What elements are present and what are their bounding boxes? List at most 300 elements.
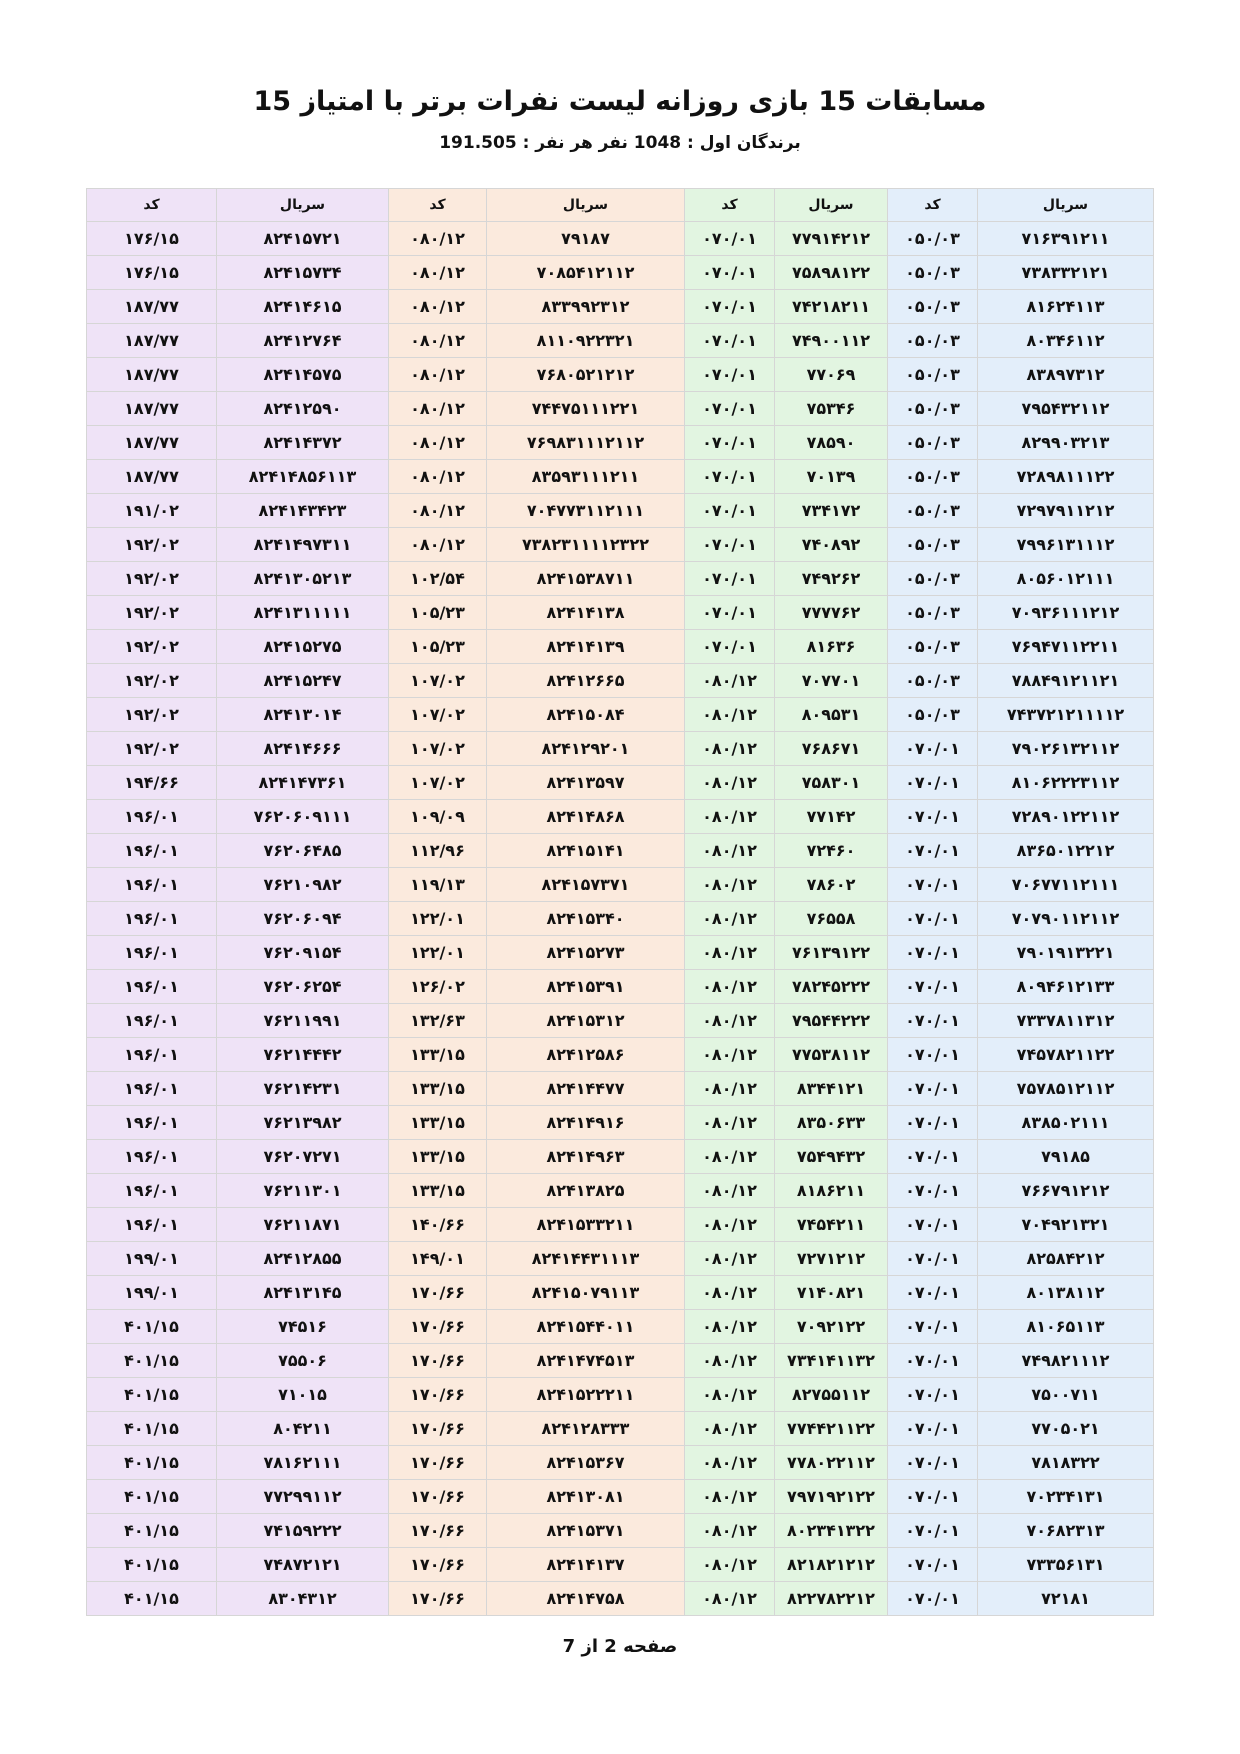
serial-cell: ۷۹۱۸۷ <box>487 222 685 256</box>
serial-cell: ۷۶۲۱۳۹۸۲ <box>217 1106 389 1140</box>
serial-cell: ۸۲۴۱۳۰۱۴ <box>217 698 389 732</box>
table-row <box>87 970 1154 1004</box>
serial-cell: ۷۴۹۲۶۲ <box>775 562 888 596</box>
serial-cell: ۸۲۴۱۲۵۸۶ <box>487 1038 685 1072</box>
code-cell: ۱۹۶/۰۱ <box>87 1072 217 1106</box>
column-header-serial: سریال <box>487 189 685 222</box>
code-cell: ۱۹۶/۰۱ <box>87 834 217 868</box>
code-cell: ۰۷۰/۰۱ <box>888 868 978 902</box>
code-cell: ۴۰۱/۱۵ <box>87 1446 217 1480</box>
table-row <box>87 1106 1154 1140</box>
serial-cell: ۷۲۸۹۰۱۲۲۱۱۲ <box>978 800 1154 834</box>
code-cell: ۰۷۰/۰۱ <box>888 1072 978 1106</box>
table-row <box>87 358 1154 392</box>
serial-cell: ۸۲۴۱۵۳۶۷ <box>487 1446 685 1480</box>
column-header-serial: سریال <box>775 189 888 222</box>
serial-cell: ۷۵۰۰۷۱۱ <box>978 1378 1154 1412</box>
serial-cell: ۷۹۰۲۶۱۳۲۱۱۲ <box>978 732 1154 766</box>
code-cell: ۰۸۰/۱۲ <box>685 664 775 698</box>
code-cell: ۱۷۰/۶۶ <box>389 1446 487 1480</box>
serial-cell: ۷۸۱۶۲۱۱۱ <box>217 1446 389 1480</box>
serial-cell: ۸۱۶۳۶ <box>775 630 888 664</box>
code-cell: ۱۹۹/۰۱ <box>87 1276 217 1310</box>
serial-cell: ۷۴۵۱۶ <box>217 1310 389 1344</box>
code-cell: ۰۸۰/۱۲ <box>389 494 487 528</box>
table-row <box>87 528 1154 562</box>
serial-cell: ۷۴۳۷۲۱۲۱۱۱۱۲ <box>978 698 1154 732</box>
serial-cell: ۸۰۹۵۳۱ <box>775 698 888 732</box>
page-subtitle: برندگان اول : 1048 نفر هر نفر : 191.505 <box>439 133 801 153</box>
serial-cell: ۷۵۳۴۶ <box>775 392 888 426</box>
serial-cell: ۸۰۳۴۶۱۱۲ <box>978 324 1154 358</box>
serial-cell: ۸۱۱۰۹۲۲۳۲۱ <box>487 324 685 358</box>
code-cell: ۰۷۰/۰۱ <box>888 936 978 970</box>
table-header-row <box>87 189 1154 222</box>
table-row <box>87 698 1154 732</box>
table-row <box>87 1276 1154 1310</box>
code-cell: ۴۰۱/۱۵ <box>87 1378 217 1412</box>
serial-cell: ۷۰۱۳۹ <box>775 460 888 494</box>
serial-cell: ۸۲۴۱۵۳۱۲ <box>487 1004 685 1038</box>
code-cell: ۱۷۰/۶۶ <box>389 1344 487 1378</box>
serial-cell: ۷۷۱۴۲ <box>775 800 888 834</box>
serial-cell: ۸۲۴۱۳۰۸۱ <box>487 1480 685 1514</box>
code-cell: ۱۸۷/۷۷ <box>87 358 217 392</box>
serial-cell: ۸۲۴۱۳۱۱۱۱۱ <box>217 596 389 630</box>
code-cell: ۱۹۶/۰۱ <box>87 1106 217 1140</box>
serial-cell: ۷۶۸۰۵۲۱۲۱۲ <box>487 358 685 392</box>
code-cell: ۰۷۰/۰۱ <box>888 1174 978 1208</box>
code-cell: ۰۵۰/۰۳ <box>888 698 978 732</box>
code-cell: ۰۸۰/۱۲ <box>685 1548 775 1582</box>
table-row <box>87 1038 1154 1072</box>
code-cell: ۱۹۶/۰۱ <box>87 1208 217 1242</box>
serial-cell: ۷۸۸۴۹۱۲۱۱۲۱ <box>978 664 1154 698</box>
code-cell: ۰۸۰/۱۲ <box>389 392 487 426</box>
serial-cell: ۷۶۹۸۳۱۱۱۲۱۱۲ <box>487 426 685 460</box>
code-cell: ۱۳۳/۱۵ <box>389 1038 487 1072</box>
table-row <box>87 1242 1154 1276</box>
serial-cell: ۸۳۸۵۰۲۱۱۱ <box>978 1106 1154 1140</box>
table-row <box>87 426 1154 460</box>
serial-cell: ۸۲۴۱۴۵۷۵ <box>217 358 389 392</box>
serial-cell: ۷۶۱۳۹۱۲۲ <box>775 936 888 970</box>
serial-cell: ۷۴۴۷۵۱۱۱۲۲۱ <box>487 392 685 426</box>
serial-cell: ۸۲۴۱۴۹۶۳ <box>487 1140 685 1174</box>
serial-cell: ۷۶۲۱۱۸۷۱ <box>217 1208 389 1242</box>
serial-cell: ۸۲۴۱۵۳۳۲۱۱ <box>487 1208 685 1242</box>
code-cell: ۰۸۰/۱۲ <box>685 868 775 902</box>
code-cell: ۰۸۰/۱۲ <box>685 1480 775 1514</box>
serial-cell: ۸۲۴۱۴۱۳۹ <box>487 630 685 664</box>
serial-cell: ۷۵۴۹۴۳۲ <box>775 1140 888 1174</box>
code-cell: ۰۸۰/۱۲ <box>685 1140 775 1174</box>
code-cell: ۱۹۶/۰۱ <box>87 800 217 834</box>
serial-cell: ۷۸۵۹۰ <box>775 426 888 460</box>
code-cell: ۱۹۶/۰۱ <box>87 970 217 1004</box>
code-cell: ۱۷۰/۶۶ <box>389 1378 487 1412</box>
code-cell: ۰۸۰/۱۲ <box>685 1242 775 1276</box>
serial-cell: ۷۸۱۸۳۲۲ <box>978 1446 1154 1480</box>
serial-cell: ۸۲۴۱۵۱۴۱ <box>487 834 685 868</box>
code-cell: ۰۷۰/۰۱ <box>685 358 775 392</box>
code-cell: ۰۸۰/۱۲ <box>389 222 487 256</box>
column-header-code: کد <box>888 189 978 222</box>
serial-cell: ۷۶۲۰۶۲۵۴ <box>217 970 389 1004</box>
serial-cell: ۸۲۲۷۸۲۲۱۲ <box>775 1582 888 1616</box>
serial-cell: ۷۰۹۳۶۱۱۱۲۱۲ <box>978 596 1154 630</box>
serial-cell: ۷۶۲۰۶۰۹۴ <box>217 902 389 936</box>
serial-cell: ۸۲۴۱۵۰۸۴ <box>487 698 685 732</box>
serial-cell: ۸۳۶۵۰۱۲۲۱۲ <box>978 834 1154 868</box>
code-cell: ۰۷۰/۰۱ <box>888 766 978 800</box>
code-cell: ۰۸۰/۱۲ <box>389 256 487 290</box>
code-cell: ۰۷۰/۰۱ <box>888 1344 978 1378</box>
serial-cell: ۷۳۸۳۳۲۱۲۱ <box>978 256 1154 290</box>
page-number: صفحه 2 از 7 <box>562 1636 678 1657</box>
serial-cell: ۷۷۰۵۰۲۱ <box>978 1412 1154 1446</box>
code-cell: ۱۹۶/۰۱ <box>87 1038 217 1072</box>
serial-cell: ۷۷۹۱۴۲۱۲ <box>775 222 888 256</box>
code-cell: ۱۹۲/۰۲ <box>87 528 217 562</box>
serial-cell: ۷۲۸۹۸۱۱۱۲۲ <box>978 460 1154 494</box>
code-cell: ۱۰۹/۰۹ <box>389 800 487 834</box>
serial-cell: ۷۲۷۱۲۱۲ <box>775 1242 888 1276</box>
code-cell: ۰۷۰/۰۱ <box>685 392 775 426</box>
serial-cell: ۸۲۴۱۴۷۵۸ <box>487 1582 685 1616</box>
code-cell: ۰۷۰/۰۱ <box>888 834 978 868</box>
serial-cell: ۷۰۶۸۲۳۱۳ <box>978 1514 1154 1548</box>
serial-cell: ۷۶۲۱۴۲۳۱ <box>217 1072 389 1106</box>
code-cell: ۰۸۰/۱۲ <box>685 1310 775 1344</box>
serial-cell: ۷۷۰۶۹ <box>775 358 888 392</box>
table-row <box>87 460 1154 494</box>
table-row <box>87 562 1154 596</box>
code-cell: ۰۷۰/۰۱ <box>888 1038 978 1072</box>
serial-cell: ۷۴۹۸۲۱۱۱۲ <box>978 1344 1154 1378</box>
serial-cell: ۸۲۴۱۴۷۳۶۱ <box>217 766 389 800</box>
code-cell: ۰۷۰/۰۱ <box>685 630 775 664</box>
code-cell: ۰۷۰/۰۱ <box>685 460 775 494</box>
code-cell: ۰۸۰/۱۲ <box>389 358 487 392</box>
column-header-code: کد <box>685 189 775 222</box>
serial-cell: ۷۳۸۲۳۱۱۱۱۲۳۲۲ <box>487 528 685 562</box>
code-cell: ۰۸۰/۱۲ <box>389 290 487 324</box>
serial-cell: ۷۸۶۰۲ <box>775 868 888 902</box>
code-cell: ۴۰۱/۱۵ <box>87 1412 217 1446</box>
code-cell: ۱۹۶/۰۱ <box>87 868 217 902</box>
code-cell: ۱۷۰/۶۶ <box>389 1276 487 1310</box>
code-cell: ۱۹۶/۰۱ <box>87 1174 217 1208</box>
serial-cell: ۸۲۴۱۴۴۳۱۱۱۳ <box>487 1242 685 1276</box>
column-header-code: کد <box>87 189 217 222</box>
serial-cell: ۷۵۷۸۵۱۲۱۱۲ <box>978 1072 1154 1106</box>
serial-cell: ۸۲۴۱۵۳۴۰ <box>487 902 685 936</box>
code-cell: ۰۷۰/۰۱ <box>888 1242 978 1276</box>
serial-cell: ۷۶۲۱۰۹۸۲ <box>217 868 389 902</box>
serial-cell: ۷۲۴۶۰ <box>775 834 888 868</box>
serial-cell: ۸۲۴۱۵۳۹۱ <box>487 970 685 1004</box>
serial-cell: ۷۲۹۷۹۱۱۲۱۲ <box>978 494 1154 528</box>
code-cell: ۰۸۰/۱۲ <box>685 1038 775 1072</box>
code-cell: ۰۷۰/۰۱ <box>888 1514 978 1548</box>
code-cell: ۱۸۷/۷۷ <box>87 324 217 358</box>
table-body <box>87 222 1154 1616</box>
code-cell: ۱۳۲/۶۳ <box>389 1004 487 1038</box>
code-cell: ۰۵۰/۰۳ <box>888 664 978 698</box>
code-cell: ۱۹۶/۰۱ <box>87 1004 217 1038</box>
code-cell: ۰۷۰/۰۱ <box>888 1310 978 1344</box>
serial-cell: ۸۰۵۶۰۱۲۱۱۱ <box>978 562 1154 596</box>
code-cell: ۰۵۰/۰۳ <box>888 630 978 664</box>
serial-cell: ۷۹۵۴۴۲۲۲ <box>775 1004 888 1038</box>
code-cell: ۱۱۹/۱۳ <box>389 868 487 902</box>
code-cell: ۰۸۰/۱۲ <box>685 766 775 800</box>
code-cell: ۰۸۰/۱۲ <box>685 698 775 732</box>
code-cell: ۰۸۰/۱۲ <box>389 324 487 358</box>
serial-cell: ۸۲۴۱۴۱۳۸ <box>487 596 685 630</box>
serial-cell: ۸۲۴۱۴۶۶۶ <box>217 732 389 766</box>
table-row <box>87 392 1154 426</box>
code-cell: ۴۰۱/۱۵ <box>87 1344 217 1378</box>
table-row <box>87 902 1154 936</box>
code-cell: ۰۵۰/۰۳ <box>888 562 978 596</box>
code-cell: ۰۷۰/۰۱ <box>888 1140 978 1174</box>
serial-cell: ۸۲۴۱۲۷۶۴ <box>217 324 389 358</box>
code-cell: ۰۸۰/۱۲ <box>389 460 487 494</box>
serial-cell: ۷۱۴۰۸۲۱ <box>775 1276 888 1310</box>
serial-cell: ۸۲۴۱۳۵۹۷ <box>487 766 685 800</box>
table-row <box>87 1480 1154 1514</box>
code-cell: ۱۲۲/۰۱ <box>389 936 487 970</box>
serial-cell: ۷۶۸۶۷۱ <box>775 732 888 766</box>
code-cell: ۰۸۰/۱۲ <box>685 1072 775 1106</box>
code-cell: ۰۷۰/۰۱ <box>685 324 775 358</box>
serial-cell: ۷۸۲۴۵۲۲۲ <box>775 970 888 1004</box>
serial-cell: ۸۲۴۱۴۳۷۲ <box>217 426 389 460</box>
code-cell: ۴۰۱/۱۵ <box>87 1582 217 1616</box>
serial-cell: ۸۱۰۶۲۲۲۳۱۱۲ <box>978 766 1154 800</box>
code-cell: ۴۰۱/۱۵ <box>87 1480 217 1514</box>
code-cell: ۰۸۰/۱۲ <box>389 528 487 562</box>
serial-cell: ۸۲۹۹۰۳۲۱۳ <box>978 426 1154 460</box>
serial-cell: ۷۶۹۴۷۱۱۲۲۱۱ <box>978 630 1154 664</box>
serial-cell: ۸۱۸۶۲۱۱ <box>775 1174 888 1208</box>
table-row <box>87 1072 1154 1106</box>
table-row <box>87 1548 1154 1582</box>
code-cell: ۱۴۹/۰۱ <box>389 1242 487 1276</box>
code-cell: ۰۸۰/۱۲ <box>389 426 487 460</box>
code-cell: ۰۷۰/۰۱ <box>888 800 978 834</box>
serial-cell: ۸۰۴۲۱۱ <box>217 1412 389 1446</box>
table-row <box>87 664 1154 698</box>
serial-cell: ۷۴۵۴۲۱۱ <box>775 1208 888 1242</box>
code-cell: ۱۳۳/۱۵ <box>389 1174 487 1208</box>
code-cell: ۰۵۰/۰۳ <box>888 596 978 630</box>
table-row <box>87 494 1154 528</box>
serial-cell: ۸۰۲۳۴۱۳۲۲ <box>775 1514 888 1548</box>
serial-cell: ۸۳۰۴۳۱۲ <box>217 1582 389 1616</box>
code-cell: ۰۷۰/۰۱ <box>888 732 978 766</box>
serial-cell: ۸۳۳۹۹۲۳۱۲ <box>487 290 685 324</box>
code-cell: ۰۷۰/۰۱ <box>888 902 978 936</box>
code-cell: ۰۷۰/۰۱ <box>685 562 775 596</box>
code-cell: ۱۳۳/۱۵ <box>389 1140 487 1174</box>
serial-cell: ۷۴۹۰۰۱۱۲ <box>775 324 888 358</box>
serial-cell: ۸۲۴۱۵۷۲۱ <box>217 222 389 256</box>
code-cell: ۱۹۴/۶۶ <box>87 766 217 800</box>
table-row <box>87 1344 1154 1378</box>
code-cell: ۱۰۷/۰۲ <box>389 766 487 800</box>
code-cell: ۱۲۲/۰۱ <box>389 902 487 936</box>
code-cell: ۰۷۰/۰۱ <box>685 494 775 528</box>
code-cell: ۰۷۰/۰۱ <box>685 426 775 460</box>
serial-cell: ۷۰۴۹۲۱۳۲۱ <box>978 1208 1154 1242</box>
serial-cell: ۷۹۵۴۳۲۱۱۲ <box>978 392 1154 426</box>
serial-cell: ۸۲۴۱۵۲۲۲۱۱ <box>487 1378 685 1412</box>
code-cell: ۱۱۲/۹۶ <box>389 834 487 868</box>
column-header-serial: سریال <box>217 189 389 222</box>
serial-cell: ۷۶۶۷۹۱۲۱۲ <box>978 1174 1154 1208</box>
serial-cell: ۸۲۴۱۴۸۶۸ <box>487 800 685 834</box>
table-row <box>87 324 1154 358</box>
code-cell: ۰۵۰/۰۳ <box>888 460 978 494</box>
table-row <box>87 834 1154 868</box>
code-cell: ۰۷۰/۰۱ <box>685 290 775 324</box>
serial-cell: ۷۷۲۹۹۱۱۲ <box>217 1480 389 1514</box>
serial-cell: ۷۴۰۸۹۲ <box>775 528 888 562</box>
code-cell: ۱۸۷/۷۷ <box>87 290 217 324</box>
code-cell: ۱۰۷/۰۲ <box>389 698 487 732</box>
code-cell: ۰۸۰/۱۲ <box>685 1344 775 1378</box>
table-row <box>87 1208 1154 1242</box>
serial-cell: ۷۴۵۷۸۲۱۱۲۲ <box>978 1038 1154 1072</box>
serial-cell: ۸۳۵۹۳۱۱۱۲۱۱ <box>487 460 685 494</box>
serial-cell: ۸۲۴۱۲۸۵۵ <box>217 1242 389 1276</box>
serial-cell: ۷۳۴۱۴۱۱۳۲ <box>775 1344 888 1378</box>
code-cell: ۰۸۰/۱۲ <box>685 970 775 1004</box>
code-cell: ۱۹۲/۰۲ <box>87 732 217 766</box>
code-cell: ۰۸۰/۱۲ <box>685 1106 775 1140</box>
serial-cell: ۷۰۸۵۴۱۲۱۱۲ <box>487 256 685 290</box>
code-cell: ۰۷۰/۰۱ <box>685 528 775 562</box>
code-cell: ۰۵۰/۰۳ <box>888 494 978 528</box>
serial-cell: ۷۰۲۳۴۱۳۱ <box>978 1480 1154 1514</box>
code-cell: ۰۵۰/۰۳ <box>888 256 978 290</box>
table-row <box>87 1004 1154 1038</box>
serial-cell: ۸۲۴۱۵۴۴۰۱۱ <box>487 1310 685 1344</box>
code-cell: ۰۵۰/۰۳ <box>888 358 978 392</box>
serial-cell: ۷۷۵۳۸۱۱۲ <box>775 1038 888 1072</box>
table-row <box>87 1174 1154 1208</box>
table-row <box>87 596 1154 630</box>
serial-cell: ۸۲۴۱۴۹۷۳۱۱ <box>217 528 389 562</box>
serial-cell: ۸۲۴۱۲۵۹۰ <box>217 392 389 426</box>
table-row <box>87 256 1154 290</box>
code-cell: ۱۲۶/۰۲ <box>389 970 487 1004</box>
serial-cell: ۸۳۴۴۱۲۱ <box>775 1072 888 1106</box>
code-cell: ۱۹۲/۰۲ <box>87 698 217 732</box>
code-cell: ۱۹۱/۰۲ <box>87 494 217 528</box>
serial-cell: ۸۲۴۱۲۹۲۰۱ <box>487 732 685 766</box>
serial-cell: ۷۶۲۱۴۴۴۲ <box>217 1038 389 1072</box>
code-cell: ۰۷۰/۰۱ <box>888 1446 978 1480</box>
serial-cell: ۷۰۴۷۷۳۱۱۲۱۱۱ <box>487 494 685 528</box>
table-row <box>87 290 1154 324</box>
code-cell: ۰۸۰/۱۲ <box>685 1412 775 1446</box>
code-cell: ۱۷۰/۶۶ <box>389 1310 487 1344</box>
serial-cell: ۸۲۴۱۴۳۴۲۳ <box>217 494 389 528</box>
table-row <box>87 1378 1154 1412</box>
serial-cell: ۸۲۱۸۲۱۲۱۲ <box>775 1548 888 1582</box>
serial-cell: ۷۶۲۰۶۰۹۱۱۱ <box>217 800 389 834</box>
serial-cell: ۷۶۲۱۱۹۹۱ <box>217 1004 389 1038</box>
code-cell: ۰۵۰/۰۳ <box>888 290 978 324</box>
table-row <box>87 1412 1154 1446</box>
serial-cell: ۸۲۴۱۵۲۷۵ <box>217 630 389 664</box>
page-title: مسابقات 15 بازی روزانه لیست نفرات برتر با امتیاز 15 <box>253 86 987 117</box>
serial-cell: ۷۶۲۰۹۱۵۴ <box>217 936 389 970</box>
code-cell: ۰۸۰/۱۲ <box>685 1004 775 1038</box>
code-cell: ۱۹۲/۰۲ <box>87 664 217 698</box>
serial-cell: ۸۰۹۴۶۱۲۱۳۳ <box>978 970 1154 1004</box>
serial-cell: ۷۰۶۷۷۱۱۲۱۱۱ <box>978 868 1154 902</box>
code-cell: ۱۹۲/۰۲ <box>87 562 217 596</box>
table-row <box>87 1582 1154 1616</box>
code-cell: ۰۸۰/۱۲ <box>685 800 775 834</box>
code-cell: ۰۷۰/۰۱ <box>888 1276 978 1310</box>
code-cell: ۱۸۷/۷۷ <box>87 460 217 494</box>
code-cell: ۴۰۱/۱۵ <box>87 1514 217 1548</box>
code-cell: ۱۰۷/۰۲ <box>389 664 487 698</box>
serial-cell: ۷۶۵۵۸ <box>775 902 888 936</box>
code-cell: ۱۴۰/۶۶ <box>389 1208 487 1242</box>
serial-cell: ۷۶۲۱۱۳۰۱ <box>217 1174 389 1208</box>
serial-cell: ۷۱۶۳۹۱۲۱۱ <box>978 222 1154 256</box>
code-cell: ۰۷۰/۰۱ <box>888 1582 978 1616</box>
code-cell: ۱۷۶/۱۵ <box>87 256 217 290</box>
serial-cell: ۷۵۸۳۰۱ <box>775 766 888 800</box>
serial-cell: ۷۰۷۷۰۱ <box>775 664 888 698</box>
serial-cell: ۸۱۰۶۵۱۱۳ <box>978 1310 1154 1344</box>
code-cell: ۱۸۷/۷۷ <box>87 426 217 460</box>
serial-cell: ۸۲۴۱۴۹۱۶ <box>487 1106 685 1140</box>
code-cell: ۱۰۲/۵۴ <box>389 562 487 596</box>
code-cell: ۱۷۰/۶۶ <box>389 1480 487 1514</box>
code-cell: ۰۵۰/۰۳ <box>888 222 978 256</box>
serial-cell: ۸۲۴۱۴۶۱۵ <box>217 290 389 324</box>
code-cell: ۰۷۰/۰۱ <box>888 1106 978 1140</box>
table-row <box>87 766 1154 800</box>
serial-cell: ۷۷۴۴۲۱۱۲۲ <box>775 1412 888 1446</box>
serial-cell: ۷۲۱۸۱ <box>978 1582 1154 1616</box>
serial-cell: ۸۲۴۱۴۸۵۶۱۱۳ <box>217 460 389 494</box>
serial-cell: ۷۵۸۹۸۱۲۲ <box>775 256 888 290</box>
code-cell: ۱۷۰/۶۶ <box>389 1548 487 1582</box>
code-cell: ۰۸۰/۱۲ <box>685 902 775 936</box>
code-cell: ۱۰۷/۰۲ <box>389 732 487 766</box>
code-cell: ۰۷۰/۰۱ <box>888 1412 978 1446</box>
code-cell: ۰۷۰/۰۱ <box>888 1378 978 1412</box>
code-cell: ۱۷۰/۶۶ <box>389 1582 487 1616</box>
code-cell: ۰۸۰/۱۲ <box>685 1276 775 1310</box>
serial-cell: ۸۲۴۱۲۶۶۵ <box>487 664 685 698</box>
code-cell: ۱۳۳/۱۵ <box>389 1106 487 1140</box>
code-cell: ۱۸۷/۷۷ <box>87 392 217 426</box>
table-row <box>87 800 1154 834</box>
code-cell: ۰۷۰/۰۱ <box>685 596 775 630</box>
code-cell: ۰۷۰/۰۱ <box>888 1208 978 1242</box>
